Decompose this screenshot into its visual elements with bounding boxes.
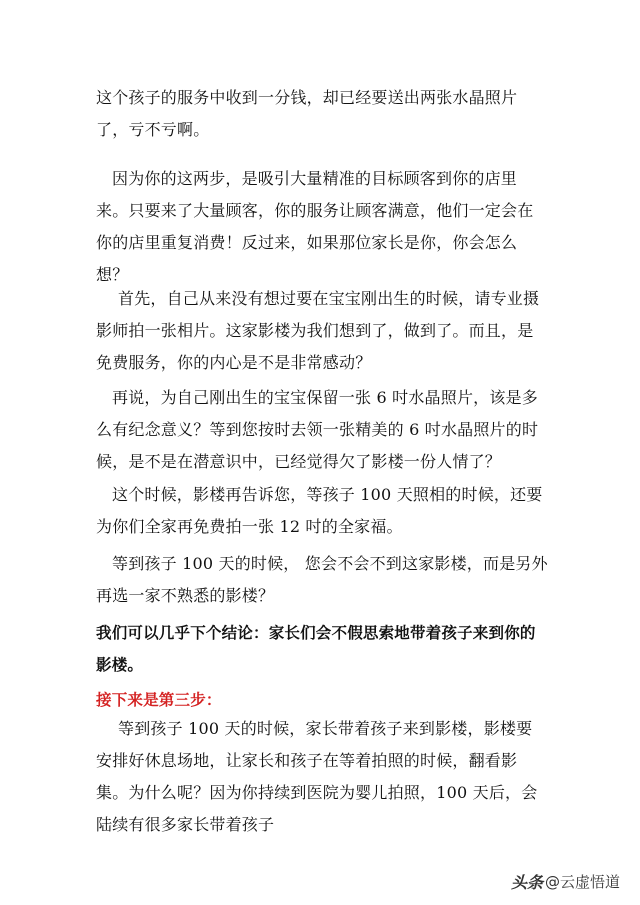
paragraph-3: 首先，自己从来没有想过要在宝宝刚出生的时候，请专业摄影师拍一张相片。这家影楼为我们想到了，做到了。而且，是免费服务，你的内心是不是非常感动？ — [96, 289, 540, 372]
section-heading: 接下来是第三步： — [96, 691, 222, 709]
paragraph-1: 这个孩子的服务中收到一分钱，却已经要送出两张水晶照片了，亏不亏啊。 — [96, 88, 518, 139]
paragraph-2: 因为你的这两步，是吸引大量精准的目标顾客到你的店里来。只要来了大量顾客，你的服务让顾客满意，他们一定会在你的店里重复消费！反过来，如果那位家长是你，你会怎么想？ — [96, 169, 534, 284]
paragraph-4: 再说，为自己刚出生的宝宝保留一张 6 吋水晶照片，该是多么有纪念意义？等到您按时去领一张精美的 6 吋水晶照片的时候，是不是在潜意识中，已经觉得欠了影楼一份人情了？ — [96, 388, 539, 471]
paragraph-5: 这个时候，影楼再告诉您，等孩子 100 天照相的时候，还要为你们全家再免费拍一张 12 吋的全家福。 — [96, 485, 543, 536]
watermark-account: @云虚悟道 — [544, 873, 620, 891]
paragraph-6: 等到孩子 100 天的时候， 您会不会不到这家影楼，而是另外再选一家不熟悉的影楼？ — [96, 554, 548, 605]
paragraph-7: 等到孩子 100 天的时候，家长带着孩子来到影楼，影楼要安排好休息场地，让家长和孩子在等着拍照的时候，翻看影集。为什么呢？因为你持续到医院为婴儿拍照，100 天后，会陆续有很多家长带着孩子 — [96, 719, 538, 834]
conclusion-paragraph: 我们可以几乎下个结论：家长们会不假思索地带着孩子来到你的影楼。 — [96, 624, 536, 674]
watermark — [511, 870, 620, 893]
watermark-brand: 头条 — [510, 873, 543, 892]
